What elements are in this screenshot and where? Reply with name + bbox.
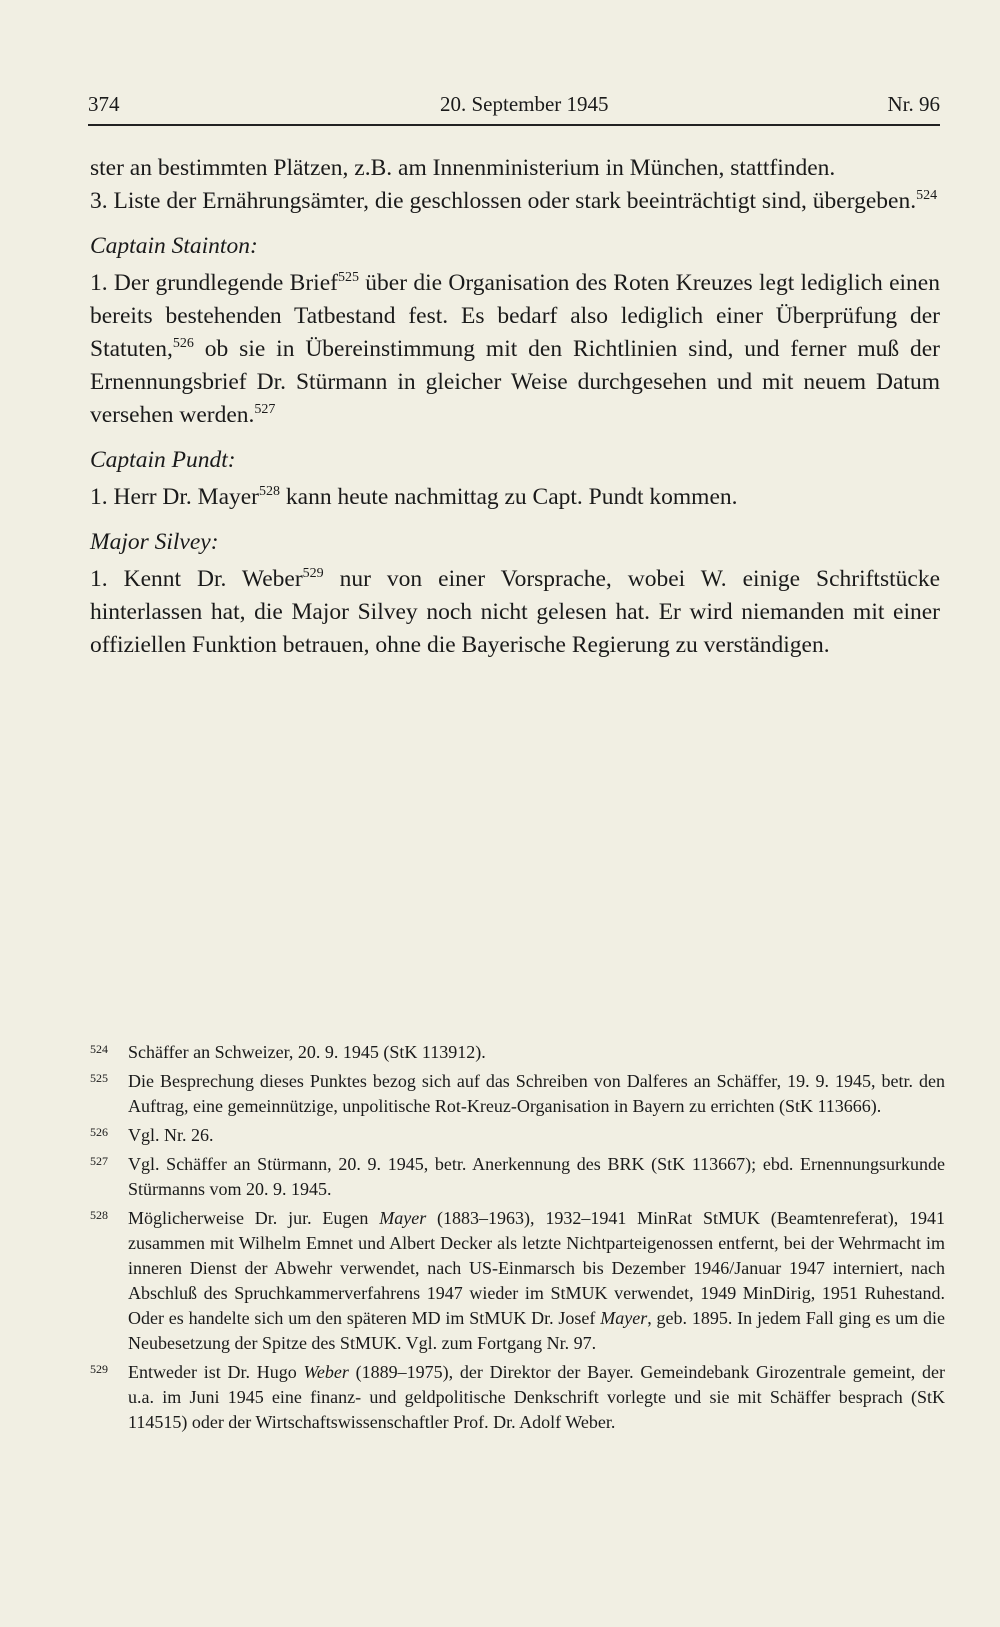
- footnote: [90, 1069, 945, 1119]
- footnote-ref: 526: [172, 336, 194, 351]
- footnote: [90, 1040, 945, 1065]
- paragraph: [90, 481, 940, 514]
- paragraph-text: über die Organisation des Roten Kreuzes legt lediglich einen bereits bestehenden Tatbestand fest. Es bedarf also lediglich einer Überprüfung der Statuten,: [90, 270, 940, 362]
- footnote-name: Mayer: [379, 1208, 427, 1228]
- paragraph: [90, 267, 940, 432]
- footnote-text: Die Besprechung dieses Punktes bezog sich auf das Schreiben von Dalferes an Schäffer, 19. 9. 1945, betr. den Auftrag, eine gemeinnützige, unpolitische Rot-Kreuz-Organisation in Bayern zu errichten (StK 113666).: [128, 1071, 945, 1116]
- speaker-heading: Captain Pundt:: [90, 447, 236, 473]
- footnote-text: Möglicherweise Dr. jur. Eugen: [128, 1208, 380, 1228]
- footnote-ref: 524: [916, 188, 938, 203]
- footnote-text: (1889–1975), der Direktor der Bayer. Gemeindebank Girozentrale gemeint, der u.a. im Juni 1945 eine finanz- und geldpolitische Denkschrift vorlegte und sie mit Schäffer besprach (StK 114515) oder der Wirtschaftswissenschaftler Prof. Dr. Adolf Weber.: [128, 1362, 945, 1432]
- footnote-text: Vgl. Nr. 26.: [128, 1125, 214, 1145]
- paragraph-text: kann heute nachmittag zu Capt. Pundt kommen.: [280, 484, 738, 510]
- header-date: 20. September 1945: [440, 92, 609, 116]
- footnote: [90, 1123, 945, 1148]
- footnote-number: 524: [90, 1042, 108, 1056]
- paragraph: [90, 185, 940, 218]
- footnote-ref: 529: [302, 566, 324, 581]
- footnote: [90, 1206, 945, 1356]
- footnote-name: Mayer: [600, 1308, 648, 1328]
- footnote-text: (1883–1963), 1932–1941 MinRat StMUK (Beamtenreferat), 1941 zusammen mit Wilhelm Emnet und Albert Decker als letzte Nichtparteigenossen entfernt, bei der Wehrmacht im inneren Dienst der Abwehr verwendet, nach US-Einmarsch bis Dezember 1946/Januar 1947 interniert, nach Abschluß des Spruchkammerverfahrens 1947 wieder im StMUK verwendet, 1949 MinDirig, 1951 Ruhestand. Oder es handelte sich um den späteren MD im StMUK Dr. Josef: [128, 1208, 946, 1328]
- paragraph-text: 1. Herr Dr. Mayer: [90, 484, 260, 510]
- paragraph-text: ob sie in Übereinstimmung mit den Richtlinien sind, und ferner muß der Ernennungsbrief Dr. Stürmann in gleicher Weise durchgesehen und mit neuem Datum versehen werden.: [90, 336, 940, 428]
- footnote-name: Weber: [303, 1362, 349, 1382]
- speaker-heading: Captain Stainton:: [90, 233, 258, 259]
- paragraph-text: nur von einer Vorsprache, wobei W. einige Schriftstücke hinterlassen hat, die Major Silvey noch nicht gelesen hat. Er wird niemanden mit einer offiziellen Funktion betrauen, ohne die Bayerische Regierung zu verständigen.: [90, 566, 940, 658]
- footnote: [90, 1152, 945, 1202]
- paragraph-text: 3. Liste der Ernährungsämter, die geschlossen oder stark beeinträchtigt sind, übergeben.: [90, 188, 917, 214]
- footnote-number: 527: [90, 1154, 108, 1168]
- main-text: [90, 152, 940, 662]
- footnote-text: , geb. 1895. In jedem Fall ging es um die Neubesetzung der Spitze des StMUK. Vgl. zum Fortgang Nr. 97.: [128, 1308, 946, 1353]
- footnote-ref: 525: [337, 270, 359, 285]
- footnote-number: 526: [90, 1125, 108, 1139]
- footnote-text: Schäffer an Schweizer, 20. 9. 1945 (StK 113912).: [128, 1042, 486, 1062]
- paragraph-text: 1. Der grundlegende Brief: [90, 270, 338, 296]
- footnote-number: 529: [90, 1362, 108, 1376]
- page-number: 374: [88, 92, 120, 116]
- paragraph: ster an bestimmten Plätzen, z.B. am Innenministerium in München, stattfinden.: [90, 155, 836, 181]
- paragraph-text: 1. Kennt Dr. Weber: [90, 566, 303, 592]
- footnote-text: Entweder ist Dr. Hugo: [128, 1362, 304, 1382]
- speaker-heading: Major Silvey:: [90, 529, 219, 555]
- footnote-number: 525: [90, 1071, 108, 1085]
- footnotes: [90, 1040, 945, 1439]
- footnote-number: 528: [90, 1208, 108, 1222]
- page-header: [88, 90, 940, 126]
- footnote-ref: 528: [259, 484, 281, 499]
- paragraph: [90, 563, 940, 662]
- footnote-ref: 527: [254, 402, 276, 417]
- footnote-text: Vgl. Schäffer an Stürmann, 20. 9. 1945, betr. Anerkennung des BRK (StK 113667); ebd. Ernennungsurkunde Stürmanns vom 20. 9. 1945.: [128, 1154, 945, 1199]
- document-number: Nr. 96: [887, 92, 940, 116]
- footnote: [90, 1360, 945, 1435]
